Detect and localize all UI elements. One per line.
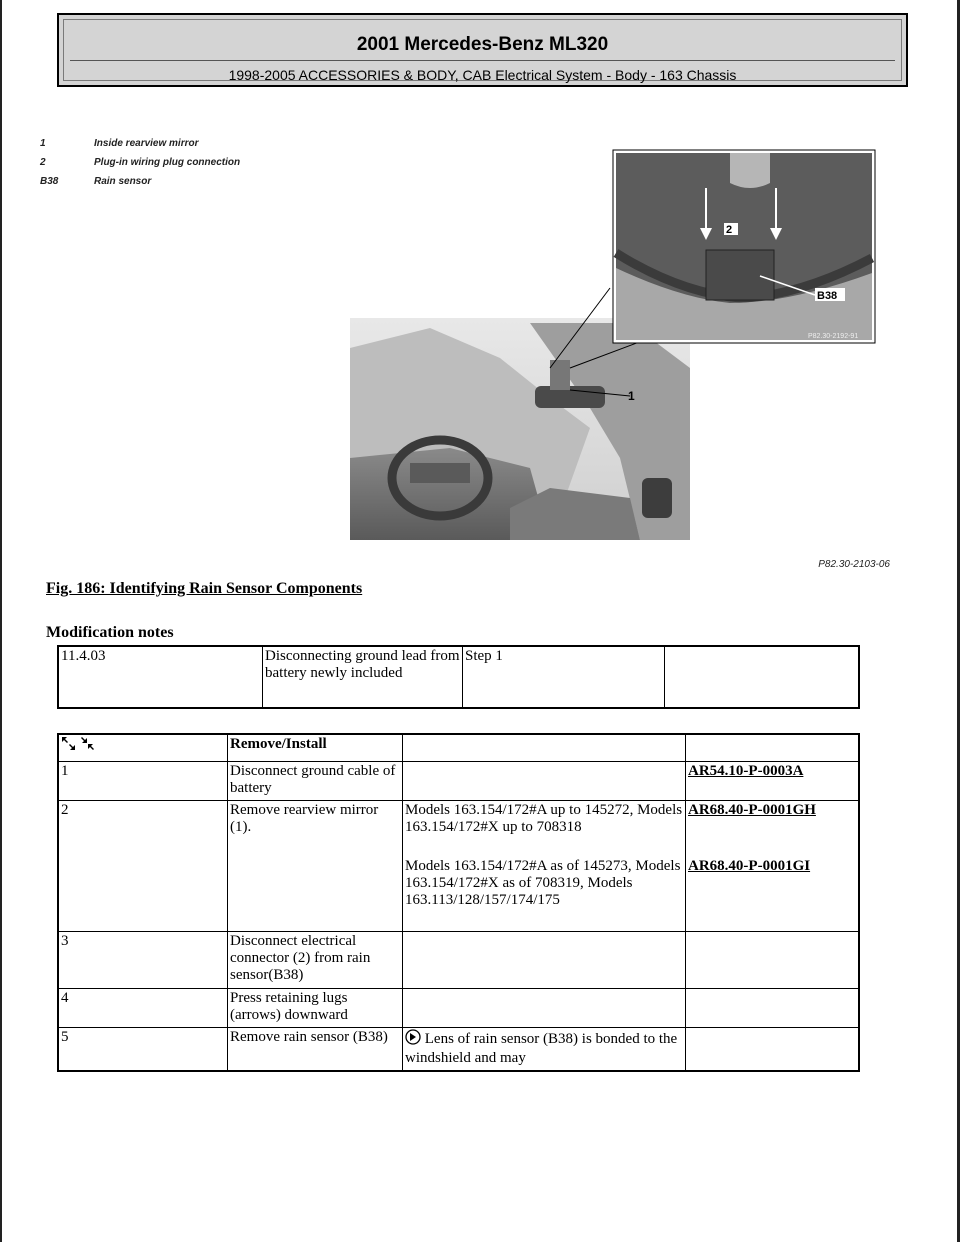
- table-cell: Step 1: [463, 646, 665, 708]
- procedure-table: [57, 733, 860, 1072]
- figure-illustration: [30, 128, 890, 580]
- modification-notes-table: [57, 645, 860, 709]
- table-cell: [686, 734, 860, 762]
- header-divider: [70, 60, 895, 61]
- modification-notes-title: Modification notes: [46, 624, 174, 641]
- legend-key: 1: [40, 138, 46, 149]
- legend-key: B38: [40, 176, 59, 187]
- table-cell: [58, 734, 228, 762]
- step-note: [403, 762, 686, 801]
- document-subtitle: 1998-2005 ACCESSORIES & BODY, CAB Electrical System - Body - 163 Chassis: [228, 67, 737, 83]
- reference-link[interactable]: AR68.40-P-0001GH: [688, 802, 816, 818]
- table-cell: [686, 762, 860, 801]
- steering-hub: [410, 463, 470, 483]
- step-number: 5: [58, 1028, 228, 1072]
- table-cell: [686, 857, 860, 932]
- table-cell: [403, 1028, 686, 1072]
- table-cell: [665, 646, 860, 708]
- header-inner-frame: [63, 19, 902, 81]
- table-row: [58, 932, 859, 989]
- table-cell: [686, 1028, 860, 1072]
- inset-code: P82.30-2192-91: [808, 333, 859, 340]
- step-note: [403, 989, 686, 1028]
- table-cell: [686, 801, 860, 858]
- step-note: Models 163.154/172#A as of 145273, Models 163.154/172#X as of 708319, Models 163.113/128/157/174/175: [403, 857, 686, 932]
- table-row: [58, 1028, 859, 1072]
- step-action: Press retaining lugs (arrows) downward: [228, 989, 403, 1028]
- table-row: [58, 989, 859, 1028]
- remove-install-header: Remove/Install: [228, 734, 403, 762]
- table-cell: 11.4.03: [58, 646, 263, 708]
- legend-key: 2: [40, 157, 46, 168]
- expand-icon[interactable]: [61, 736, 76, 756]
- document-title: 2001 Mercedes-Benz ML320: [356, 34, 609, 55]
- collapse-icon[interactable]: [80, 736, 95, 756]
- figure-code: P82.30-2103-06: [818, 559, 890, 570]
- legend-label: Plug-in wiring plug connection: [94, 157, 241, 168]
- inset-mirror-base: [730, 153, 770, 188]
- step-number: 4: [58, 989, 228, 1028]
- step-note: Models 163.154/172#A up to 145272, Models 163.154/172#X up to 708318: [403, 801, 686, 858]
- table-cell: [686, 932, 860, 989]
- step-number: 3: [58, 932, 228, 989]
- reference-link[interactable]: AR54.10-P-0003A: [688, 763, 804, 779]
- figure-caption: Fig. 186: Identifying Rain Sensor Components: [46, 580, 363, 597]
- step-action: Disconnect ground cable of battery: [228, 762, 403, 801]
- step-number: 2: [58, 801, 228, 932]
- step-action: Remove rain sensor (B38): [228, 1028, 403, 1072]
- table-header-row: [58, 734, 859, 762]
- page-border-left: [0, 0, 2, 1242]
- reference-link[interactable]: AR68.40-P-0001GI: [688, 858, 811, 874]
- callout-1: 1: [628, 389, 635, 403]
- document-header: [57, 13, 908, 87]
- callout-b38: B38: [817, 290, 838, 302]
- side-mirror: [642, 478, 672, 518]
- caution-icon: [405, 1029, 421, 1050]
- table-row: [58, 762, 859, 801]
- table-cell: [686, 989, 860, 1028]
- step-note: [403, 932, 686, 989]
- legend-label: Rain sensor: [94, 176, 152, 187]
- table-row: [58, 646, 859, 708]
- callout-2: 2: [726, 224, 733, 236]
- table-cell: Disconnecting ground lead from battery newly included: [263, 646, 463, 708]
- table-row: [58, 801, 859, 858]
- step-note: Lens of rain sensor (B38) is bonded to the windshield and may: [405, 1030, 678, 1066]
- legend-label: Inside rearview mirror: [94, 138, 199, 149]
- step-action: Remove rearview mirror (1).: [228, 801, 403, 932]
- table-cell: [403, 734, 686, 762]
- step-number: 1: [58, 762, 228, 801]
- figure-rain-sensor: [30, 128, 890, 580]
- rain-sensor-body: [706, 250, 774, 300]
- step-action: Disconnect electrical connector (2) from rain sensor(B38): [228, 932, 403, 989]
